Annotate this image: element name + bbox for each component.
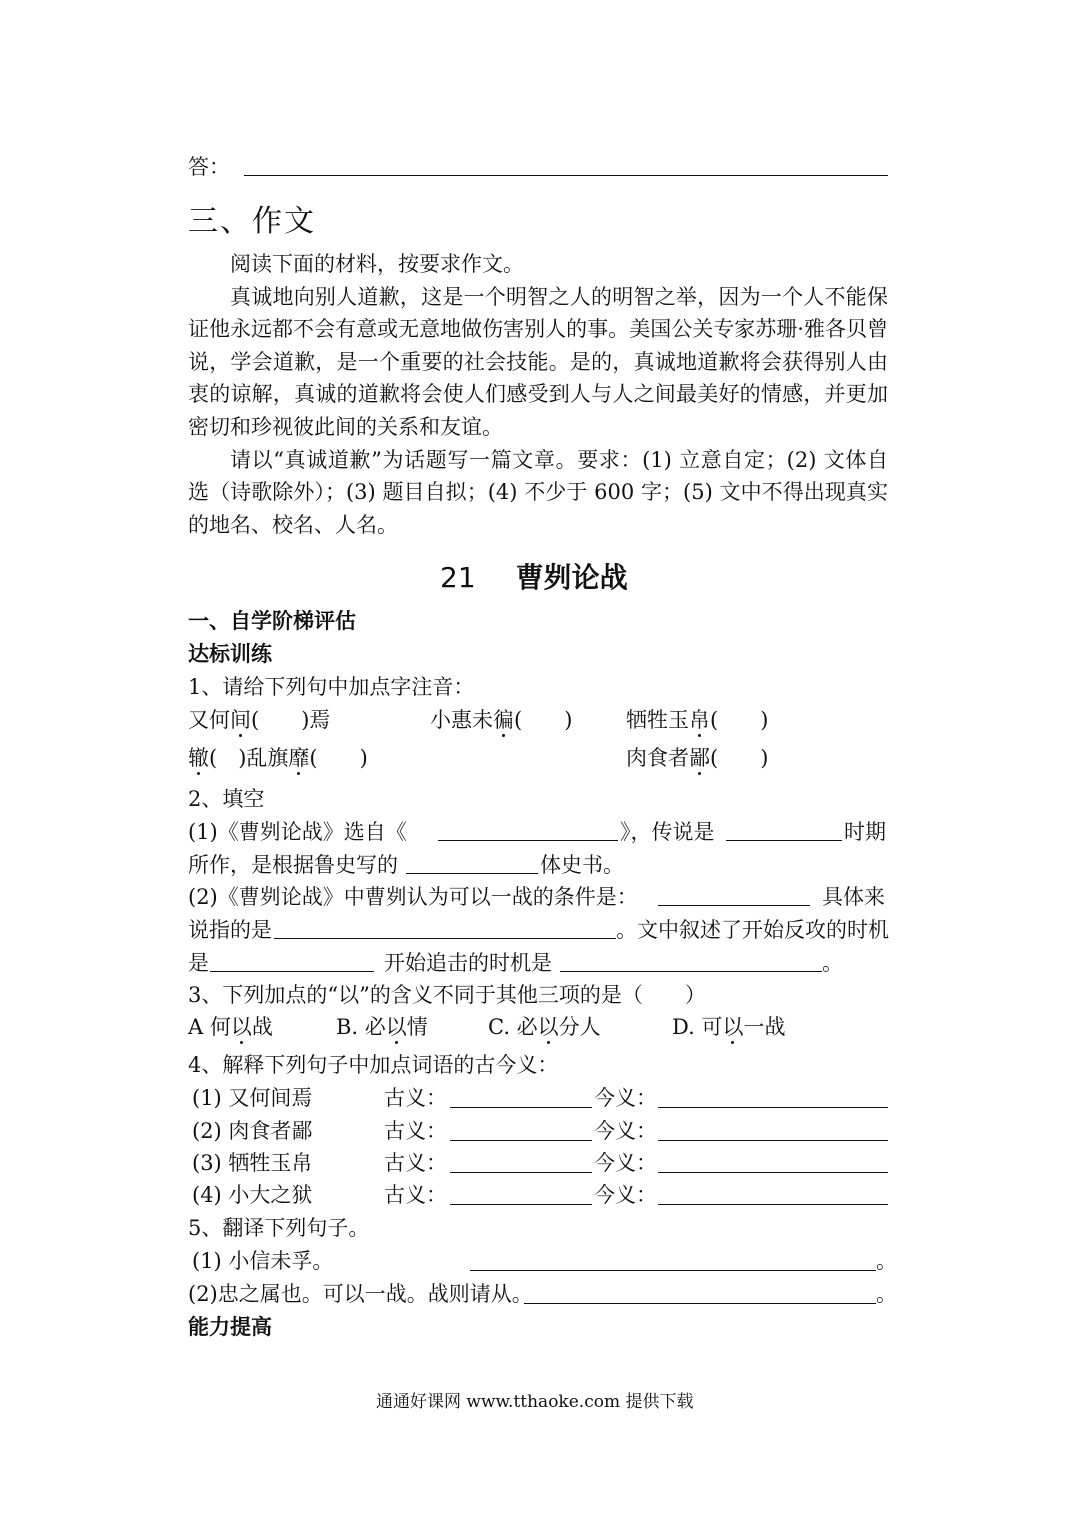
fill-text: 时期 (844, 820, 886, 844)
pinyin-item: 牺牲玉帛( ) (626, 708, 769, 732)
fill-text: 。文中叙述了开始反攻的时机 (616, 918, 889, 942)
essay-prompt (188, 248, 888, 541)
fill-text: 是 (188, 951, 209, 975)
term-row: (1) 又何间焉 (192, 1086, 313, 1110)
fill-blank[interactable] (726, 840, 842, 841)
term-row: (2) 肉食者鄙 (192, 1119, 313, 1143)
question-4-stem: 4、解释下列句子中加点词语的古今义： (188, 1053, 559, 1077)
ancient-blank[interactable] (450, 1172, 592, 1173)
answer-label: 答： (188, 155, 230, 179)
option-b[interactable]: B. 必以情 (336, 1015, 428, 1039)
ancient-blank[interactable] (450, 1140, 592, 1141)
fill-text: (2)《曹刿论战》中曹刿认为可以一战的条件是： (188, 885, 638, 909)
period: 。 (876, 1249, 897, 1273)
essay-intro: 阅读下面的材料，按要求作文。 (230, 252, 524, 276)
fill-blank[interactable] (406, 873, 538, 874)
ancient-label: 古义： (384, 1086, 447, 1110)
ancient-label: 古义： (384, 1183, 447, 1207)
modern-label: 今义： (594, 1151, 657, 1175)
modern-blank[interactable] (658, 1172, 888, 1173)
option-c[interactable]: C. 必以分人 (488, 1015, 601, 1039)
question-2-stem: 2、填空 (188, 787, 265, 811)
term-row: (3) 牺牲玉帛 (192, 1151, 313, 1175)
subsection-title: 达标训练 (188, 642, 272, 666)
modern-label: 今义： (594, 1086, 657, 1110)
option-d[interactable]: D. 可以一战 (672, 1015, 786, 1039)
ancient-blank[interactable] (450, 1107, 592, 1108)
ancient-label: 古义： (384, 1151, 447, 1175)
footer: 通通好课网 www.tthaoke.com 提供下载 (376, 1392, 694, 1412)
pinyin-item: 又何间( )焉 (188, 708, 331, 732)
modern-label: 今义： (594, 1183, 657, 1207)
modern-blank[interactable] (658, 1107, 888, 1108)
translate-sentence: (1) 小信未孚。 (192, 1249, 334, 1273)
fill-text: 》，传说是 (620, 820, 715, 844)
section-title: 三、作文 (188, 204, 316, 239)
fill-text: 体史书。 (540, 853, 624, 877)
question-1-stem: 1、请给下列句中加点字注音： (188, 675, 475, 699)
fill-text: 。 (822, 951, 843, 975)
option-a[interactable]: A 何以战 (188, 1015, 273, 1039)
lesson-title: 曹刿论战 (515, 561, 628, 594)
part-title: 一、自学阶梯评估 (188, 609, 356, 633)
modern-label: 今义： (594, 1119, 657, 1143)
term-row: (4) 小大之狱 (192, 1183, 313, 1207)
pinyin-item: 小惠未徧( ) (430, 708, 573, 732)
fill-text: 所作，是根据鲁史写的 (188, 853, 398, 877)
lesson-heading (440, 556, 628, 596)
fill-blank[interactable] (438, 840, 618, 841)
modern-blank[interactable] (658, 1140, 888, 1141)
fill-text: 具体来 (822, 885, 885, 909)
fill-text: 说指的是 (188, 918, 272, 942)
question-5-stem: 5、翻译下列句子。 (188, 1216, 370, 1240)
pinyin-item: 肉食者鄙( ) (626, 746, 769, 770)
subsection-title: 能力提高 (188, 1315, 272, 1339)
translate-blank[interactable] (524, 1303, 876, 1304)
period: 。 (876, 1282, 897, 1306)
fill-blank[interactable] (274, 938, 616, 939)
fill-text: 开始追击的时机是 (384, 951, 552, 975)
modern-blank[interactable] (658, 1204, 888, 1205)
fill-blank[interactable] (210, 971, 374, 972)
question-3-stem: 3、下列加点的“以”的含义不同于其他三项的是（ ） (188, 983, 706, 1007)
essay-material: 真诚地向别人道歉，这是一个明智之人的明智之举，因为一个人不能保证他永远都不会有意或无意地做伤害别人的事。美国公关专家苏珊·雅各贝曾说，学会道歉，是一个重要的社会技能。是的，真诚地道歉将会获得别人由衷的谅解，真诚的道歉将会使人们感受到人与人之间最美好的情感，并更加密切和珍视彼此间的关系和友谊。 (188, 284, 888, 439)
essay-requirement: 请以“真诚道歉”为话题写一篇文章。要求：(1) 立意自定；(2) 文体自选（诗歌除外）；(3) 题目自拟；(4) 不少于 600 字；(5) 文中不得出现真实的地名、校名、人名。 (188, 447, 888, 537)
ancient-label: 古义： (384, 1119, 447, 1143)
translate-blank[interactable] (470, 1270, 876, 1271)
fill-text: (1)《曹刿论战》选自《 (188, 820, 407, 844)
ancient-blank[interactable] (450, 1204, 592, 1205)
translate-sentence: (2)忠之属也。可以一战。战则请从。 (188, 1282, 533, 1306)
fill-blank[interactable] (560, 971, 822, 972)
answer-blank[interactable] (244, 175, 888, 176)
pinyin-item: 辙( )乱旗靡( ) (188, 746, 368, 770)
lesson-number: 21 (440, 561, 476, 594)
fill-blank[interactable] (658, 905, 810, 906)
